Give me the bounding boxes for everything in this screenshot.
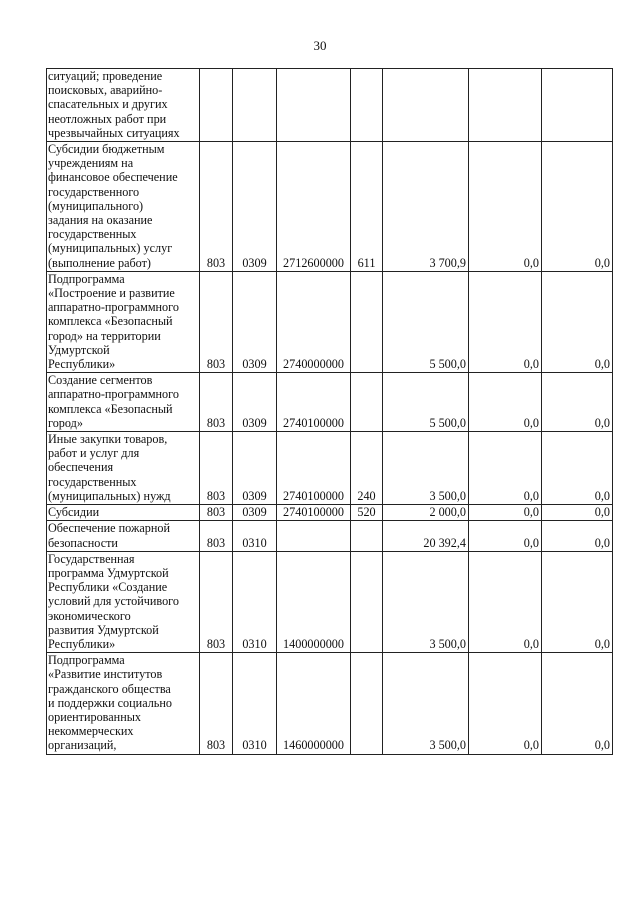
amount-year-2 xyxy=(469,69,542,142)
section-code: 0309 xyxy=(233,432,277,505)
amount-year-1: 5 500,0 xyxy=(383,373,469,432)
section-code: 0309 xyxy=(233,373,277,432)
amount-year-3: 0,0 xyxy=(542,521,613,551)
amount-year-1: 3 500,0 xyxy=(383,653,469,754)
amount-year-2: 0,0 xyxy=(469,505,542,521)
table-row xyxy=(47,653,613,754)
target-article-code xyxy=(277,69,351,142)
table-row xyxy=(47,69,613,142)
amount-year-1: 5 500,0 xyxy=(383,271,469,372)
amount-year-1: 3 500,0 xyxy=(383,432,469,505)
row-name: Субсидии бюджетным учреждениям на финансовое обеспечение государственного (муниципального) задания на оказание государственных (муниципальных) услуг (выполнение работ) xyxy=(47,142,200,272)
row-name: Создание сегментов аппаратно-программного комплекса «Безопасный город» xyxy=(47,373,200,432)
expense-type-code: 240 xyxy=(351,432,383,505)
ministry-code xyxy=(200,69,233,142)
expense-type-code xyxy=(351,653,383,754)
table-row xyxy=(47,271,613,372)
section-code: 0310 xyxy=(233,521,277,551)
ministry-code: 803 xyxy=(200,271,233,372)
amount-year-1: 2 000,0 xyxy=(383,505,469,521)
section-code: 0309 xyxy=(233,271,277,372)
amount-year-3: 0,0 xyxy=(542,142,613,272)
target-article-code xyxy=(277,521,351,551)
amount-year-2: 0,0 xyxy=(469,432,542,505)
amount-year-3 xyxy=(542,69,613,142)
target-article-code: 2712600000 xyxy=(277,142,351,272)
target-article-code: 2740100000 xyxy=(277,373,351,432)
table-row xyxy=(47,142,613,272)
ministry-code: 803 xyxy=(200,505,233,521)
page-number: 30 xyxy=(313,38,327,53)
row-name: Иные закупки товаров, работ и услуг для обеспечения государственных (муниципальных) нужд xyxy=(47,432,200,505)
amount-year-3: 0,0 xyxy=(542,505,613,521)
ministry-code: 803 xyxy=(200,142,233,272)
ministry-code: 803 xyxy=(200,432,233,505)
amount-year-1: 3 500,0 xyxy=(383,551,469,652)
ministry-code: 803 xyxy=(200,653,233,754)
amount-year-1: 20 392,4 xyxy=(383,521,469,551)
target-article-code: 2740000000 xyxy=(277,271,351,372)
section-code: 0310 xyxy=(233,551,277,652)
table-row xyxy=(47,551,613,652)
ministry-code: 803 xyxy=(200,373,233,432)
amount-year-2: 0,0 xyxy=(469,271,542,372)
row-name: Обеспечение пожарной безопасности xyxy=(47,521,200,551)
target-article-code: 1460000000 xyxy=(277,653,351,754)
expense-type-code xyxy=(351,373,383,432)
target-article-code: 2740100000 xyxy=(277,505,351,521)
amount-year-2: 0,0 xyxy=(469,373,542,432)
amount-year-2: 0,0 xyxy=(469,521,542,551)
row-name: Субсидии xyxy=(47,505,200,521)
amount-year-2: 0,0 xyxy=(469,653,542,754)
amount-year-3: 0,0 xyxy=(542,373,613,432)
amount-year-3: 0,0 xyxy=(542,551,613,652)
expense-type-code xyxy=(351,69,383,142)
amount-year-3: 0,0 xyxy=(542,653,613,754)
expense-type-code xyxy=(351,521,383,551)
row-name: Государственная программа Удмуртской Республики «Создание условий для устойчивого экономического развития Удмуртской Республики» xyxy=(47,551,200,652)
amount-year-1 xyxy=(383,69,469,142)
section-code: 0310 xyxy=(233,653,277,754)
row-name: ситуаций; проведение поисковых, аварийно- спасательных и других неотложных работ при чрезвычайных ситуациях xyxy=(47,69,200,142)
section-code xyxy=(233,69,277,142)
amount-year-2: 0,0 xyxy=(469,551,542,652)
section-code: 0309 xyxy=(233,505,277,521)
table-row xyxy=(47,373,613,432)
row-name: Подпрограмма «Построение и развитие аппаратно-программного комплекса «Безопасный город» на территории Удмуртской Республики» xyxy=(47,271,200,372)
expense-type-code xyxy=(351,271,383,372)
target-article-code: 1400000000 xyxy=(277,551,351,652)
amount-year-1: 3 700,9 xyxy=(383,142,469,272)
budget-table-body xyxy=(47,69,613,755)
ministry-code: 803 xyxy=(200,521,233,551)
amount-year-3: 0,0 xyxy=(542,271,613,372)
ministry-code: 803 xyxy=(200,551,233,652)
section-code: 0309 xyxy=(233,142,277,272)
expense-type-code xyxy=(351,551,383,652)
row-name: Подпрограмма «Развитие институтов гражданского общества и поддержки социально ориентированных некоммерческих организаций, xyxy=(47,653,200,754)
expense-type-code: 520 xyxy=(351,505,383,521)
table-row xyxy=(47,505,613,521)
budget-table xyxy=(46,68,613,755)
table-row xyxy=(47,521,613,551)
target-article-code: 2740100000 xyxy=(277,432,351,505)
table-row xyxy=(47,432,613,505)
amount-year-2: 0,0 xyxy=(469,142,542,272)
expense-type-code: 611 xyxy=(351,142,383,272)
amount-year-3: 0,0 xyxy=(542,432,613,505)
